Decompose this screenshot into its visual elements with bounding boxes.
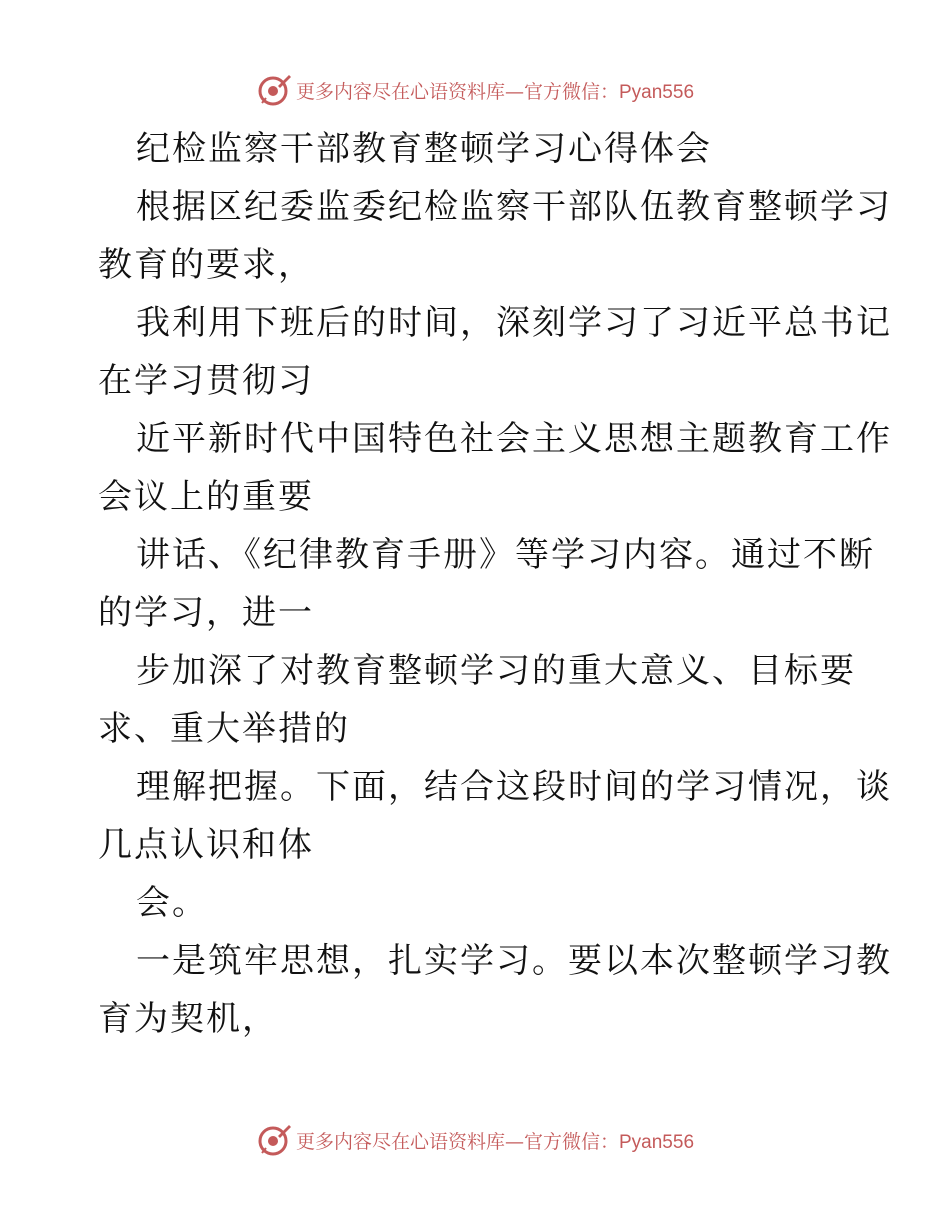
page-footer-banner	[0, 1120, 950, 1160]
document-text-line: 纪检监察干部教育整顿学习心得体会	[136, 129, 712, 169]
banner-wechat-id: Pyan556	[619, 81, 695, 103]
document-text-line: 教育的要求，	[98, 245, 314, 285]
document-text-line: 几点认识和体	[98, 825, 314, 865]
document-text-line: 的学习，进一	[98, 593, 314, 633]
document-text-line: 近平新时代中国特色社会主义思想主题教育工作	[136, 419, 892, 459]
banner-promo-text: 更多内容尽在心语资料库—官方微信：	[295, 1130, 619, 1153]
document-text-line: 在学习贯彻习	[98, 361, 314, 401]
document-text-line: 会议上的重要	[98, 477, 314, 517]
pen-logo-icon	[256, 72, 292, 108]
document-text-line: 理解把握。下面，结合这段时间的学习情况，谈	[136, 767, 892, 807]
banner-text	[296, 77, 694, 104]
document-text-line: 根据区纪委监委纪检监察干部队伍教育整顿学习	[136, 187, 892, 227]
document-text-line: 会。	[136, 883, 208, 923]
banner-promo-text: 更多内容尽在心语资料库—官方微信：	[295, 80, 619, 103]
page-header-banner	[0, 70, 950, 110]
pen-logo-icon	[256, 1122, 292, 1158]
document-text-line: 一是筑牢思想，扎实学习。要以本次整顿学习教	[136, 941, 892, 981]
document-text-line: 我利用下班后的时间，深刻学习了习近平总书记	[136, 303, 892, 343]
document-body	[98, 120, 892, 1048]
banner-text	[296, 1127, 694, 1154]
banner-wechat-id: Pyan556	[619, 1131, 695, 1153]
document-text-line: 求、重大举措的	[98, 709, 350, 749]
document-text-line: 育为契机，	[98, 999, 278, 1039]
document-text-line: 讲话、《纪律教育手册》等学习内容。通过不断	[136, 535, 875, 575]
document-text-line: 步加深了对教育整顿学习的重大意义、目标要	[136, 651, 856, 691]
